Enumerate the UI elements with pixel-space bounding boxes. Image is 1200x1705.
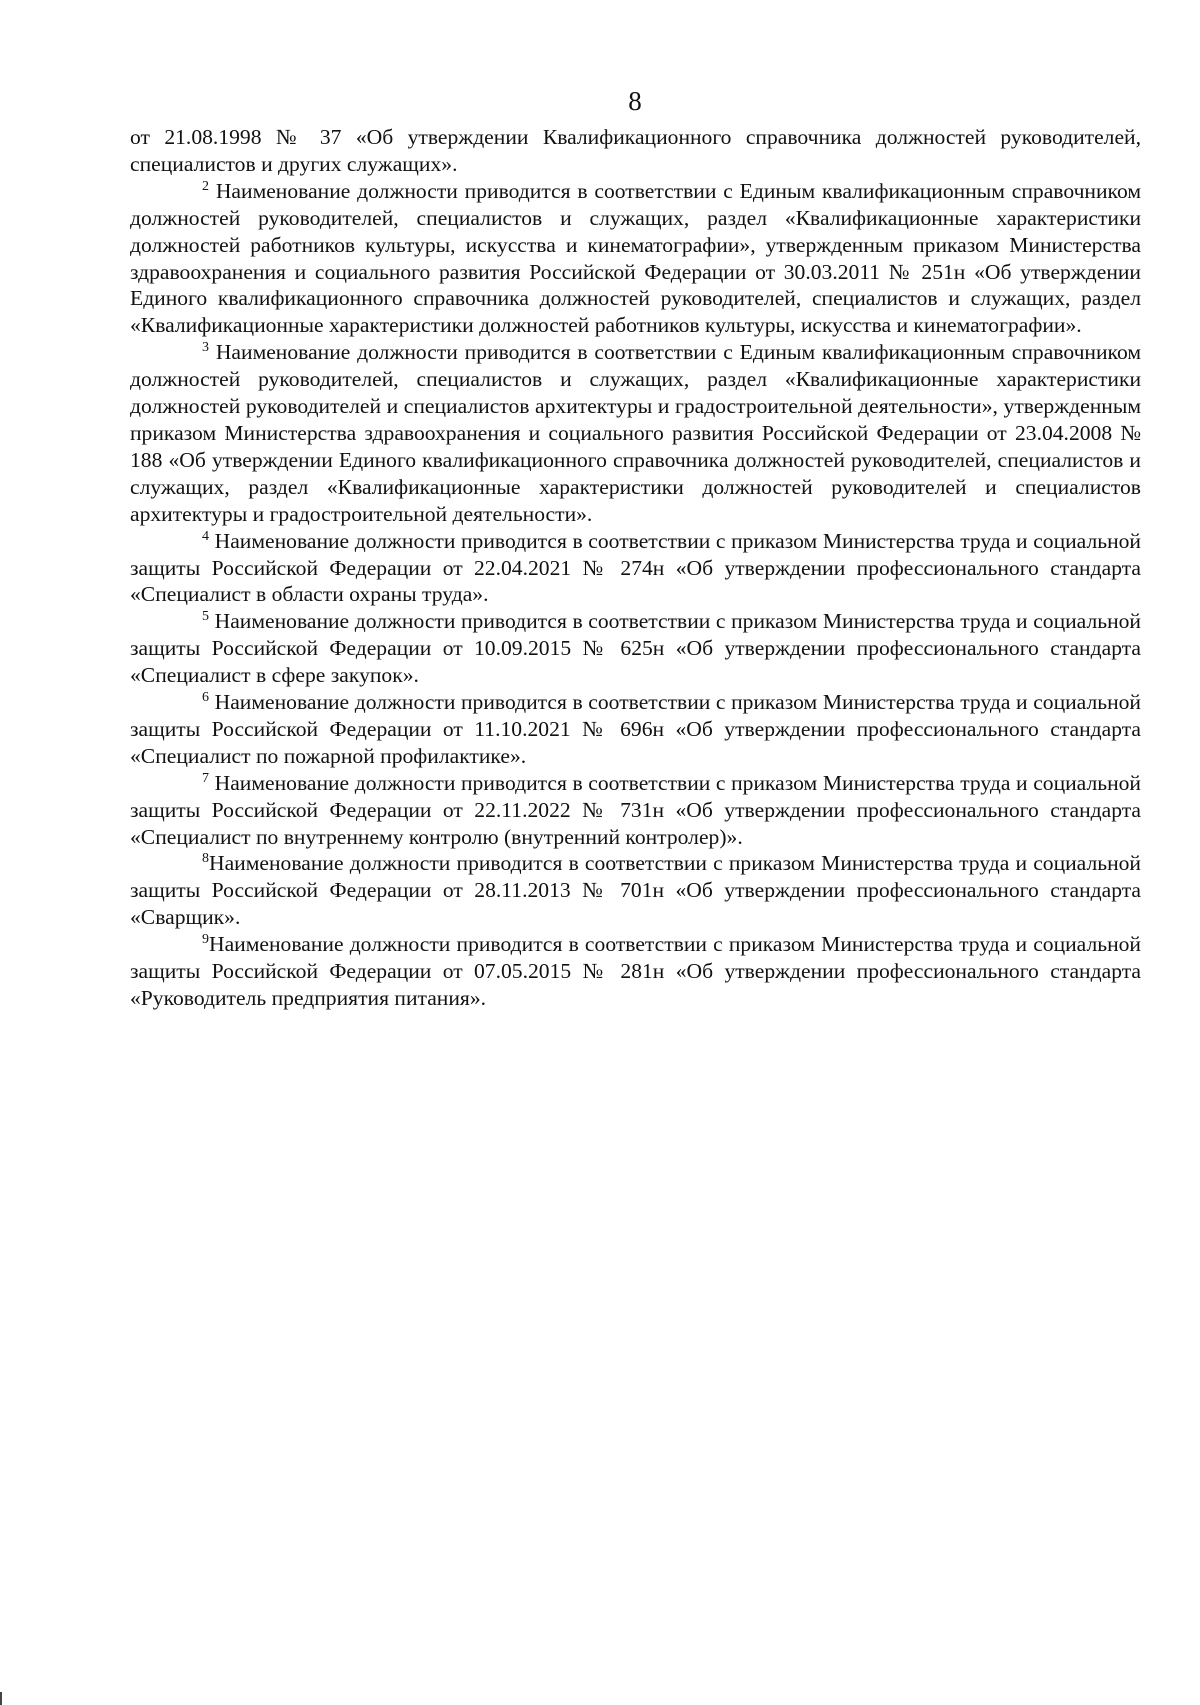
footnote-mark: 2 xyxy=(202,178,209,194)
footnote-text: Наименование должности приводится в соответствии с приказом Министерства труда и социальной защиты Российской Федерации от 22.11.2022 № 731н «Об утверждении профессионального стандарта «Специалист по внутреннему контролю (внутренний контролер)». xyxy=(130,770,1141,849)
footnote-3 xyxy=(130,339,1141,527)
footnote-2 xyxy=(130,178,1141,339)
footnote-text: Наименование должности приводится в соответствии с приказом Министерства труда и социальной защиты Российской Федерации от 22.04.2021 № 274н «Об утверждении профессионального стандарта «Специалист в области охраны труда». xyxy=(130,528,1141,607)
scan-edge-mark xyxy=(0,1692,2,1705)
footnote-4 xyxy=(130,528,1141,609)
footnote-mark: 7 xyxy=(202,770,209,786)
footnote-text: Наименование должности приводится в соответствии с приказом Министерства труда и социальной защиты Российской Федерации от 07.05.2015 № 281н «Об утверждении профессионального стандарта «Руководитель предприятия питания». xyxy=(130,932,1141,1010)
footnote-text: Наименование должности приводится в соответствии с Единым квалификационным справочником должностей руководителей, специалистов и служащих, раздел «Квалификационные характеристики должностей работников культуры, искусства и кинематографии», утвержденным приказом Министерства здравоохранения и социального развития Российской Федерации от 30.03.2011 № 251н «Об утверждении Единого квалификационного справочника должностей руководителей, специалистов и служащих, раздел «Квалификационные характеристики должностей работников культуры, искусства и кинематографии». xyxy=(130,178,1141,338)
footnote-continuation xyxy=(130,124,1141,178)
footnote-text: Наименование должности приводится в соответствии с Единым квалификационным справочником должностей руководителей, специалистов и служащих, раздел «Квалификационные характеристики должностей руководителей и специалистов архитектуры и градостроительной деятельности», утвержденным приказом Министерства здравоохранения и социального развития Российской Федерации от 23.04.2008 № 188 «Об утверждении Единого квалификационного справочника должностей руководителей, специалистов и служащих, раздел «Квалификационные характеристики должностей руководителей и специалистов архитектуры и градостроительной деятельности». xyxy=(130,340,1141,526)
footnote-9 xyxy=(130,931,1141,1012)
footnote-mark: 6 xyxy=(202,690,209,706)
footnote-5 xyxy=(130,608,1141,689)
footnote-text: от 21.08.1998 № 37 «Об утверждении Квалификационного справочника должностей руководителей, специалистов и других служащих». xyxy=(130,125,1141,176)
footnote-7 xyxy=(130,770,1141,851)
page-number: 8 xyxy=(628,86,642,116)
footnote-8 xyxy=(130,850,1141,931)
footnote-text: Наименование должности приводится в соответствии с приказом Министерства труда и социальной защиты Российской Федерации от 28.11.2013 № 701н «Об утверждении профессионального стандарта «Сварщик». xyxy=(130,851,1141,930)
footnote-mark: 3 xyxy=(202,340,209,356)
footnote-mark: 9 xyxy=(202,932,209,948)
footnotes-block xyxy=(130,124,1141,1012)
footnote-text: Наименование должности приводится в соответствии с приказом Министерства труда и социальной защиты Российской Федерации от 11.10.2021 № 696н «Об утверждении профессионального стандарта «Специалист по пожарной профилактике». xyxy=(130,690,1141,768)
footnote-6 xyxy=(130,689,1141,770)
footnote-mark: 5 xyxy=(202,609,209,625)
footnote-mark: 4 xyxy=(202,528,209,544)
footnote-text: Наименование должности приводится в соответствии с приказом Министерства труда и социальной защиты Российской Федерации от 10.09.2015 № 625н «Об утверждении профессионального стандарта «Специалист в сфере закупок». xyxy=(130,609,1141,688)
footnote-mark: 8 xyxy=(202,851,209,867)
